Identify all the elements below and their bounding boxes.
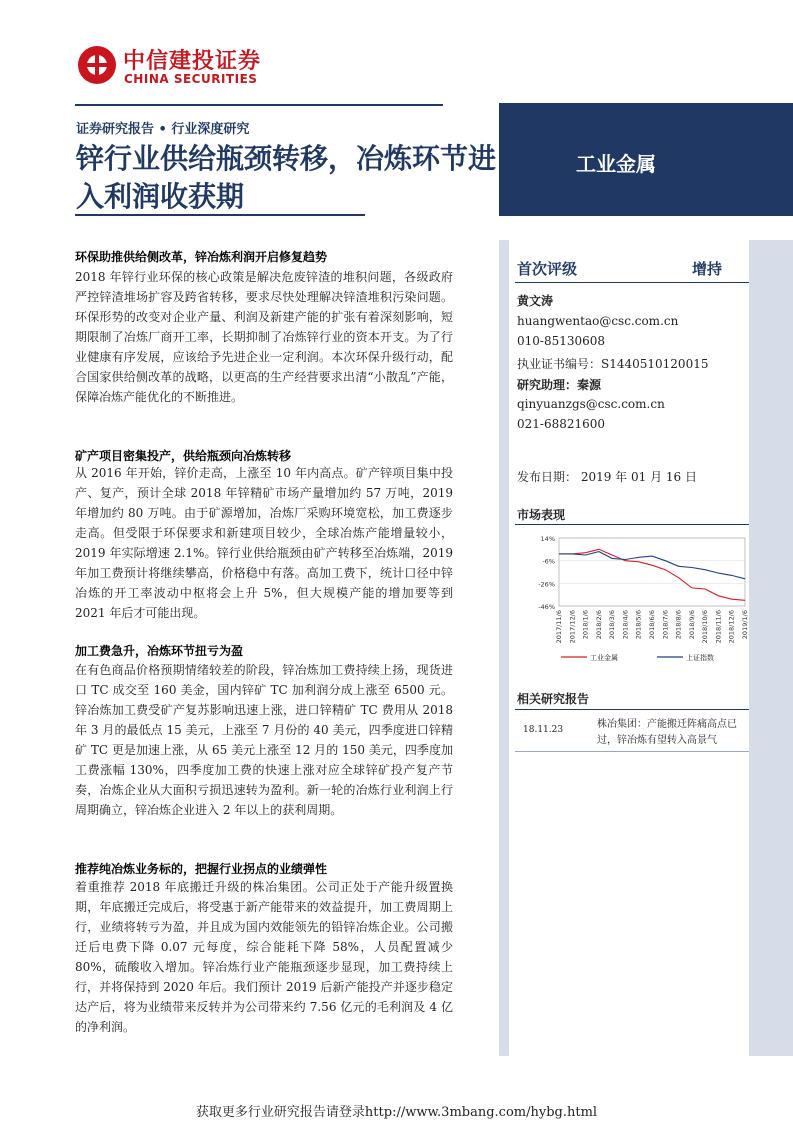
- x-tick-label: 2018/10/6: [701, 610, 710, 644]
- plot-frame: [559, 538, 745, 606]
- company-name-cn: 中信建投证券: [123, 49, 262, 74]
- x-tick-label: 2018/3/6: [608, 610, 617, 640]
- publish-date: 发布日期： 2019 年 01 月 16 日: [517, 470, 697, 484]
- report-title: 锌行业供给瓶颈转移，冶炼环节进入利润收获期: [76, 142, 497, 213]
- y-tick-label: -6%: [542, 557, 555, 566]
- related-report-date: 18.11.23: [523, 725, 564, 735]
- header-divider: [75, 104, 443, 106]
- x-tick-label: 2018/5/6: [634, 610, 643, 640]
- x-tick-label: 2018/9/6: [687, 610, 696, 640]
- sector-label: 工业金属: [576, 152, 656, 176]
- y-tick-label: -26%: [538, 580, 555, 589]
- y-tick-label: -46%: [538, 603, 555, 611]
- x-tick-label: 2018/2/6: [594, 610, 603, 640]
- x-tick-label: 2018/8/6: [674, 610, 683, 640]
- section-heading: 加工费急升，冶炼环节扭亏为盈: [75, 644, 244, 658]
- analyst-email: huangwentao@csc.com.cn: [517, 314, 679, 328]
- rating-divider: [515, 282, 749, 283]
- section-heading: 环保助推供给侧改革，锌冶炼利润开启修复趋势: [75, 250, 328, 264]
- analyst-license: 执业证书编号：S1440510120015: [517, 357, 709, 371]
- legend-label: 工业金属: [590, 654, 618, 662]
- section-paragraph: 从 2016 年开始，锌价走高，上涨至 10 年内高点。矿产锌项目集中投产、复产，预计全球 2018 年锌精矿市场产量增加约 57 万吨，2019 年增加约 80 万吨。由于矿源增加，冶炼厂采购环境宽松，加工费逐步走高。但受限于环保要求和新建项目较少，全球冶炼产能增量较小，2019 年实际增速 2.1%。锌行业供给瓶颈由矿产转移至冶炼端，2019 年加工费预计将继续攀高，价格稳中有落。高加工费下，统计口径中锌冶炼的开工率波动中枢将会上升 5%，但大规模产能的增加要等到 2021 年后才可能出现。: [75, 466, 453, 620]
- market-performance-title: 市场表现: [517, 508, 566, 522]
- section-paragraph: 在有色商品价格预期情绪较差的阶段，锌冶炼加工费持续上扬，现货进口 TC 成交至 160 美金，国内锌矿 TC 加利润分成上涨至 6500 元。锌冶炼加工费受矿产复苏影响迅速上涨，进口锌精矿 TC 费用从 2018 年 3 月的最低点 15 美元，上涨至 7 月份的 40 美元，四季度进口锌精矿 TC 更是加速上涨，从 65 美元上涨至 12 月的 150 美元，四季度加工费涨幅 130%，四季度加工费的快速上涨对应全球锌矿投产复产节奏，冶炼企业从大面积亏损迅速转为盈利。新一轮的冶炼行业利润上行周期确立，锌冶炼企业进入 2 年以上的获利周期。: [75, 663, 453, 817]
- related-title-divider: [515, 709, 749, 710]
- related-report-link[interactable]: 株冶集团：产能搬迁阵痛高点已过，锌冶炼有望转入高景气: [597, 719, 737, 746]
- section-heading: 推荐纯冶炼业务标的，把握行业拐点的业绩弹性: [75, 862, 328, 876]
- rating-label: 首次评级: [517, 260, 578, 278]
- series-line-industrial-metals: [559, 549, 745, 600]
- x-tick-label: 2018/12/6: [727, 610, 736, 644]
- rating-value: 增持: [692, 260, 723, 278]
- market-title-divider: [515, 524, 749, 525]
- x-tick-label: 2017/11/6: [555, 610, 563, 644]
- company-logo-icon: [78, 46, 116, 84]
- legend-label: 上证指数: [686, 654, 714, 662]
- analyst-phone: 010-85130608: [517, 334, 606, 348]
- y-tick-label: 14%: [540, 535, 555, 543]
- section-paragraph: 2018 年锌行业环保的核心政策是解决危废锌渣的堆积问题，各级政府严控锌渣堆场扩容及跨省转移，要求尽快处理解决锌渣堆积污染问题。环保形势的改变对企业产量、利润及新建产能的扩张有着深刻影响，短期限制了冶炼厂商开工率，长期抑制了冶炼锌行业的资本开支。为了行业健康有序发展，应该给予先进企业一定利润。本次环保升级行动，配合国家供给侧改革的战略，以更高的生产经营要求出清“小散乱”产能，保障冶炼产能优化的不断推进。: [75, 270, 453, 404]
- analyst-name: 黄文涛: [517, 294, 554, 308]
- market-performance-chart: [515, 528, 749, 668]
- assistant-name: 研究助理：秦源: [517, 378, 602, 392]
- related-bottom-divider: [515, 751, 749, 752]
- x-tick-label: 2017/12/6: [568, 610, 577, 644]
- x-tick-label: 2019/1/6: [741, 610, 749, 640]
- assistant-email: qinyuanzgs@csc.com.cn: [517, 397, 665, 411]
- sector-banner: [499, 103, 793, 216]
- footer-link[interactable]: 获取更多行业研究报告请登录http://www.3mbang.com/hybg.html: [195, 1105, 598, 1120]
- title-underline: [75, 214, 365, 216]
- report-type: 证券研究报告 • 行业深度研究: [76, 122, 250, 137]
- x-tick-label: 2018/7/6: [661, 610, 670, 640]
- assistant-phone: 021-68821600: [517, 417, 606, 431]
- x-tick-label: 2018/6/6: [648, 610, 656, 640]
- x-tick-label: 2018/11/6: [714, 610, 723, 644]
- related-reports-title: 相关研究报告: [517, 692, 590, 706]
- x-tick-label: 2018/4/6: [621, 610, 630, 640]
- company-name-en: CHINA SECURITIES: [124, 72, 258, 86]
- section-heading: 矿产项目密集投产，供给瓶颈向冶炼转移: [75, 449, 292, 463]
- section-paragraph: 着重推荐 2018 年底搬迁升级的株冶集团。公司正处于产能升级置换期，年底搬迁完成后，将受惠于新产能带来的效益提升，加工费周期上行，业绩将转亏为盈，并且成为国内效能领先的铅锌冶炼企业。公司搬迁后电费下降 0.07 元每度，综合能耗下降 58%，人员配置减少 80%，硫酸收入增加。锌冶炼行业产能瓶颈逐步显现，加工费持续上行，并将保持到 2020 年后。我们预计 2019 后新产能投产并逐步稳定达产后，将为业绩带来反转并为公司带来约 7.56 亿元的毛利润及 4 亿的净利润。: [75, 880, 453, 1034]
- x-tick-label: 2018/1/6: [581, 610, 590, 640]
